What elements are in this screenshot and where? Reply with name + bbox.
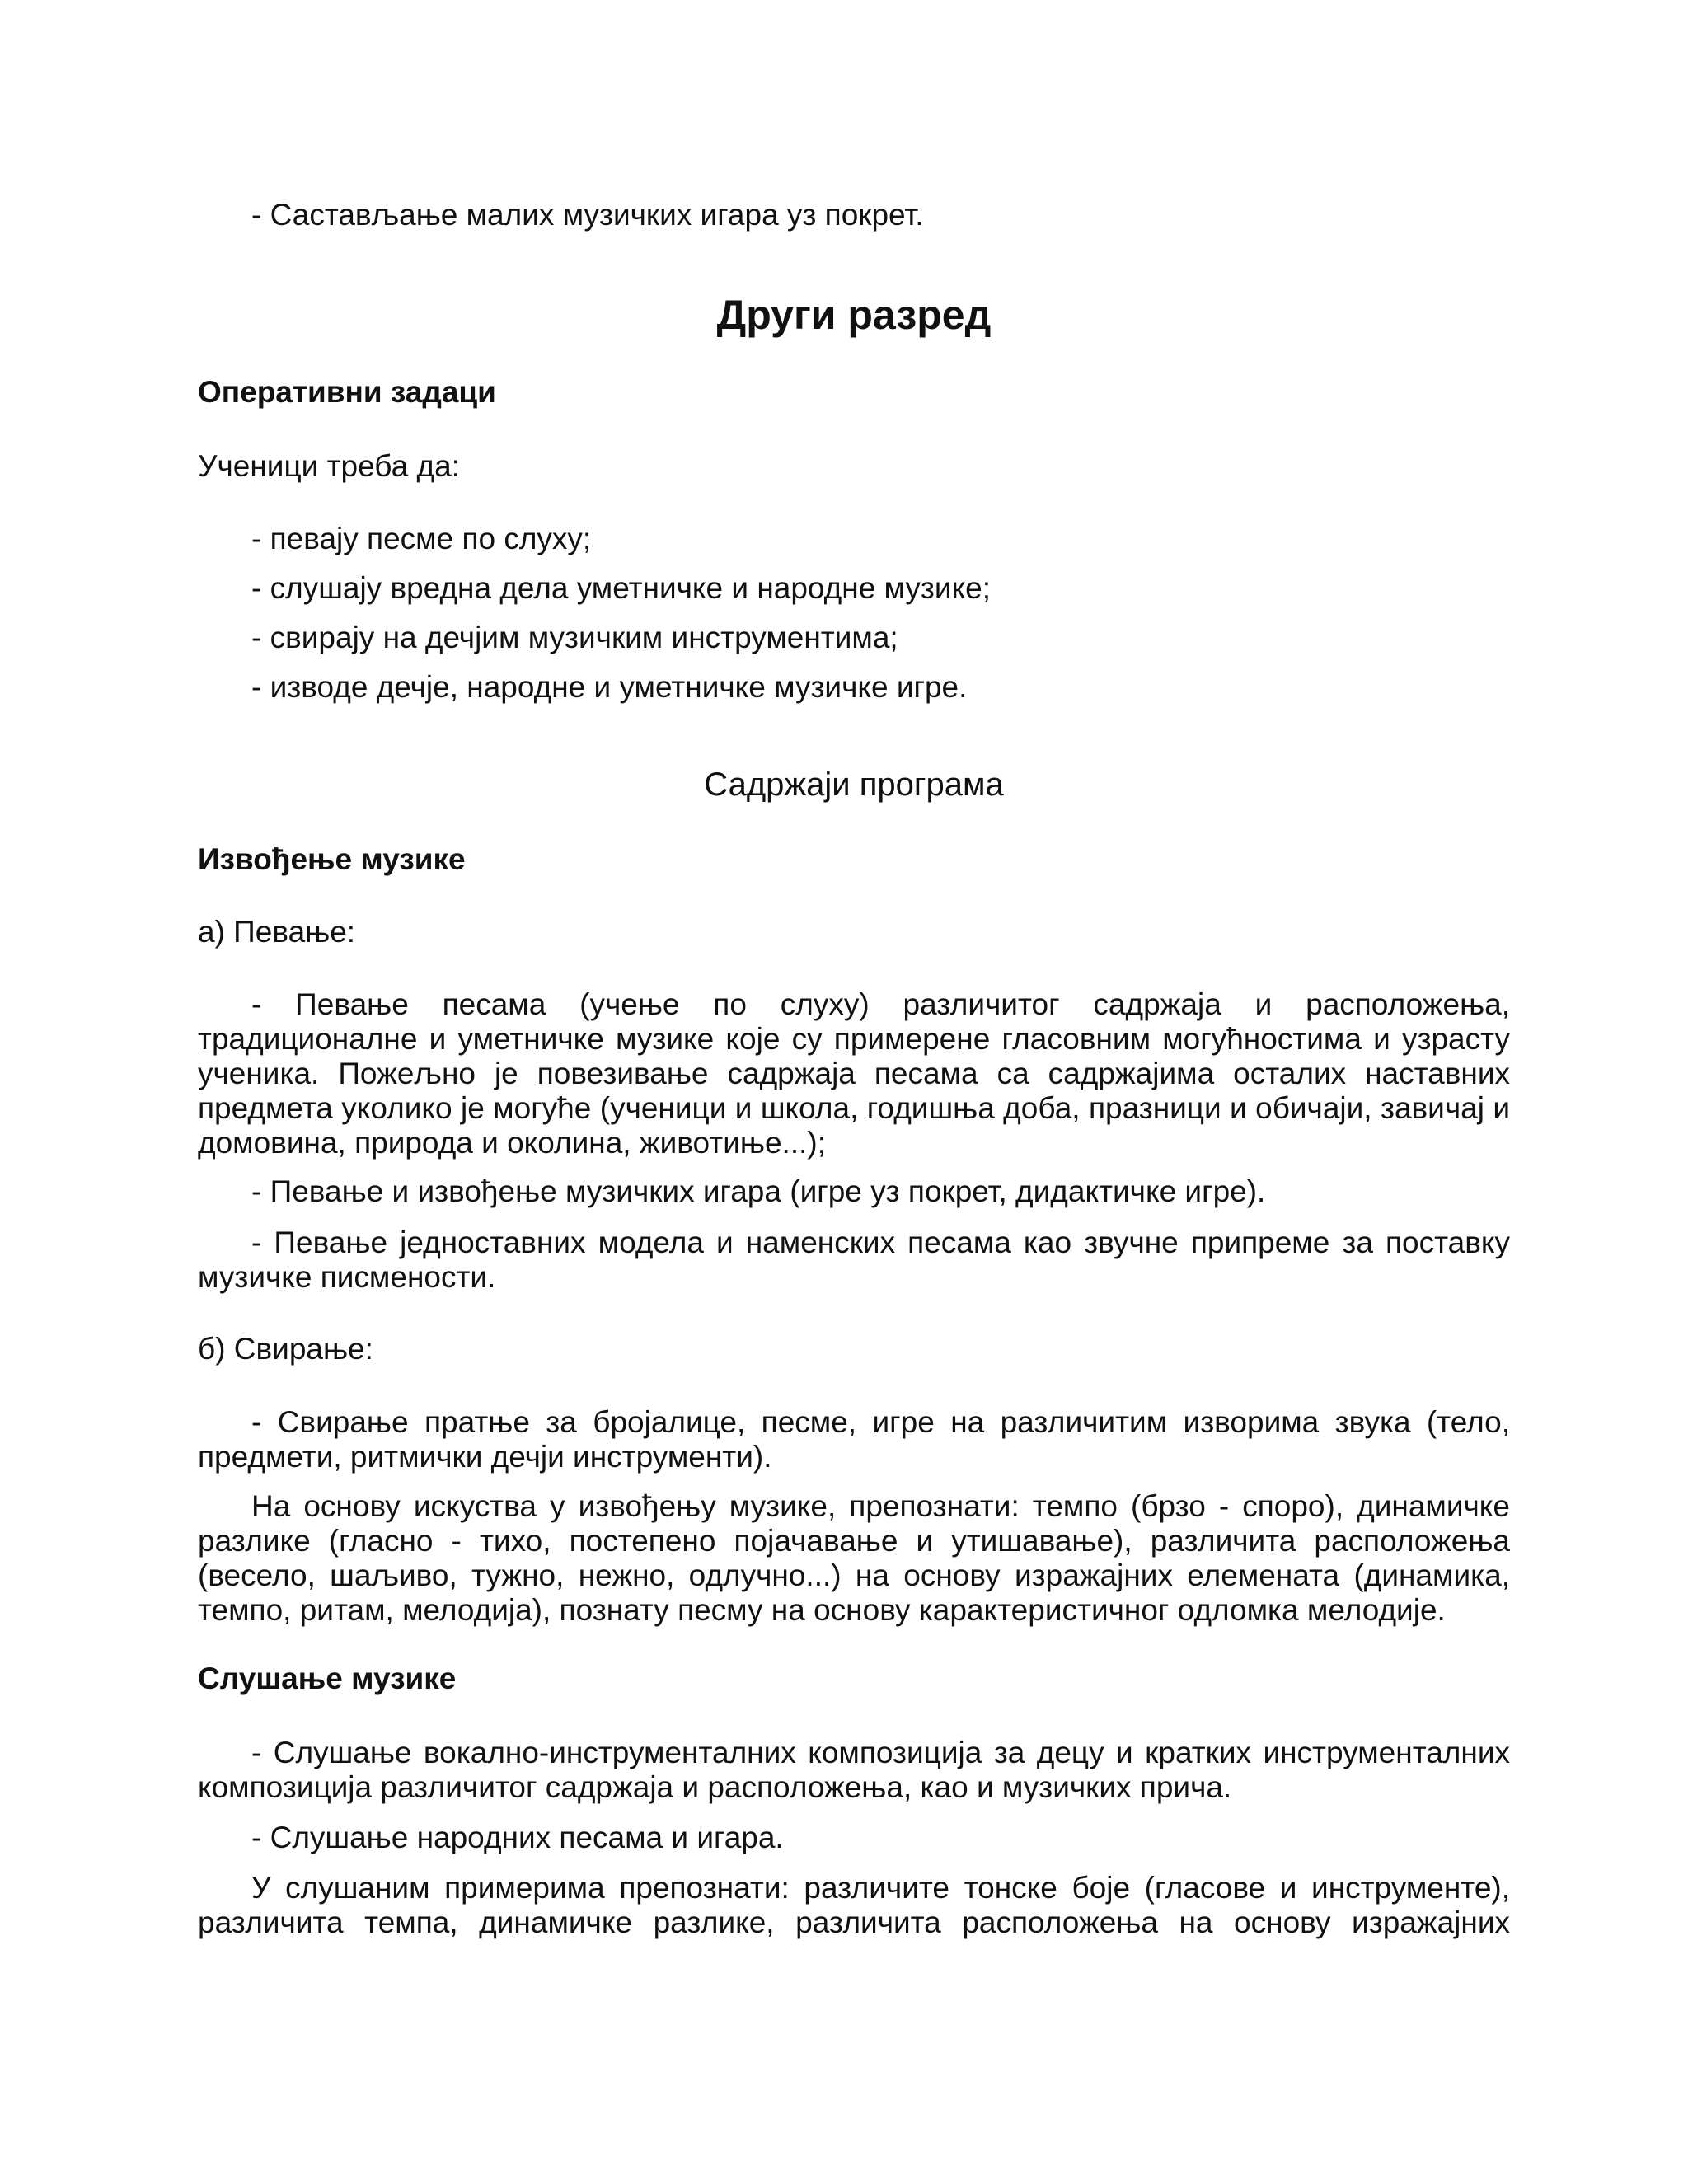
program-contents-heading: Садржаји програма [704, 766, 1004, 803]
singing-paragraph-1: - Певање песама (учење по слуху) различитог садржаја и расположења, традиционалне и уметничке музике које су примерене гласовним могућностима и узрасту ученика. Пожељно је повезивање садржаја песама са садржајима осталих наставних предмета уколико је могуће (ученици и школа, годишња доба, празници и обичаји, завичај и домовина, природа и околина, животиње...); [198, 987, 1510, 1160]
listening-heading: Слушање музике [198, 1661, 457, 1695]
performing-heading: Извођење музике [198, 842, 466, 876]
task-item: - слушају вредна дела уметничке и народне музике; [251, 571, 991, 605]
students-should: Ученици треба да: [198, 449, 460, 483]
listening-paragraph-3: У слушаним примерима препознати: различите тонске боје (гласове и инструменте), различита темпа, динамичке разлике, различита расположења на основу изражајних [198, 1871, 1510, 1939]
singing-label: а) Певање: [198, 915, 356, 949]
listening-paragraph-2: - Слушање народних песама и игара. [251, 1821, 784, 1854]
task-item: - певају песме по слуху; [251, 522, 592, 555]
playing-paragraph-1: - Свирање пратње за бројалице, песме, игре на различитим изворима звука (тело, предмети, ритмички дечји инструменти). [198, 1405, 1510, 1474]
task-item: - свирају на дечјим музичким инструментима; [251, 621, 898, 654]
top-line: - Састављање малих музичких игара уз покрет. [251, 198, 924, 232]
page-title: Други разред [716, 292, 992, 338]
operational-tasks-heading: Оперативни задаци [198, 375, 496, 409]
listening-paragraph-1: - Слушање вокално-инструменталних композиција за децу и кратких инструменталних композиција различитог садржаја и расположења, као и музичких прича. [198, 1736, 1510, 1804]
task-item: - изводе дечје, народне и уметничке музичке игре. [251, 670, 968, 704]
singing-paragraph-3: - Певање једноставних модела и наменских песама као звучне припреме за поставку музичке писмености. [198, 1226, 1510, 1294]
playing-paragraph-2: На основу искуства у извођењу музике, препознати: темпо (брзо - споро), динамичке разлике (гласно - тихо, постепено појачавање и утишавање), различита расположења (весело, шаљиво, тужно, нежно, одлучно...) на основу изражајних елемената (динамика, темпо, ритам, мелодија), познату песму на основу карактеристичног одломка мелодије. [198, 1489, 1510, 1627]
singing-paragraph-2: - Певање и извођење музичких игара (игре уз покрет, дидактичке игре). [251, 1174, 1266, 1208]
playing-label: б) Свирање: [198, 1332, 373, 1366]
